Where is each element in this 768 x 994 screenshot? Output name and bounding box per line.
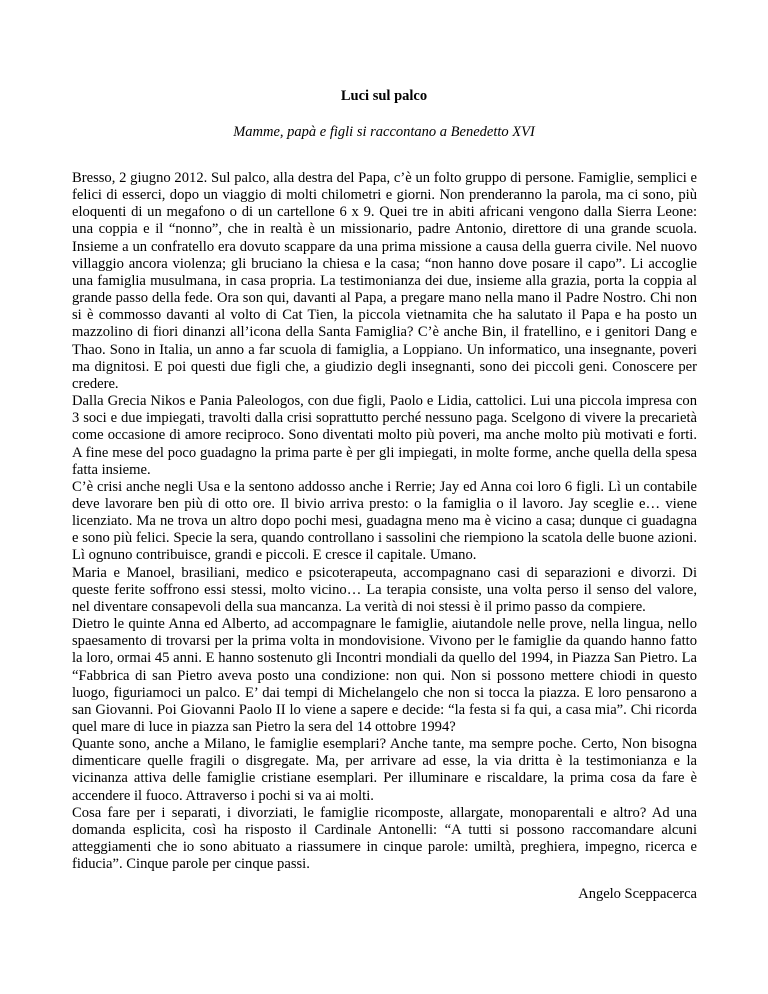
- document-title: Luci sul palco: [340, 88, 428, 104]
- author-signature: Angelo Sceppacerca: [578, 886, 697, 902]
- document-subtitle: Mamme, papà e figli si raccontano a Benedetto XVI: [233, 124, 535, 140]
- paragraph: Cosa fare per i separati, i divorziati, le famiglie ricomposte, allargate, monoparentali e altro? Ad una domanda esplicita, così ha risposto il Cardinale Antonelli: “A tutti si possono raccomandare alcuni atteggiamenti che io sono abituato a riassumere in cinque parole: umiltà, preghiera, impegno, ricerca e fiducia”. Cinque parole per cinque passi.: [72, 804, 697, 873]
- paragraph: C’è crisi anche negli Usa e la sentono addosso anche i Rerrie; Jay ed Anna coi loro 6 figli. Lì un contabile deve lavorare ben più di otto ore. Il bivio arriva presto: o la famiglia o il lavoro. Jay sceglie e… viene licenziato. Ma ne trova un altro dopo pochi mesi, guadagna meno ma è vicino a casa; dunque ci guadagna e sono più felici. Specie la sera, quando controllano i sassolini che riempiono la scatola delle buone azioni. Lì ognuno contribuisce, grandi e piccoli. E cresce il capitale. Umano.: [72, 478, 697, 564]
- article-body: [72, 170, 697, 873]
- paragraph: Maria e Manoel, brasiliani, medico e psicoterapeuta, accompagnano casi di separazioni e divorzi. Di queste ferite soffrono essi stessi, molto vicino… La terapia consiste, una volta perso il senso del valore, nel diventare consapevoli della sua mancanza. La verità di noi stessi è il primo passo da compiere.: [72, 564, 697, 615]
- paragraph: Dalla Grecia Nikos e Pania Paleologos, con due figli, Paolo e Lidia, cattolici. Lui una piccola impresa con 3 soci e due impiegati, travolti dalla crisi soprattutto perché nessuno paga. Scelgono di vivere la precarietà come occasione di amore reciproco. Sono diventati molto più poveri, ma anche molto più motivati e forti. A fine mese del poco guadagno la prima parte è per gli impiegati, in molte forme, anche quella della spesa fatta insieme.: [72, 393, 697, 478]
- paragraph: Quante sono, anche a Milano, le famiglie esemplari? Anche tante, ma sempre poche. Certo, Non bisogna dimenticare quelle fragili o disgregate. Ma, per arrivare ad esse, la via dritta è la testimonianza e la vicinanza attiva delle famiglie cristiane esemplari. Per illuminare e riscaldare, la prima cosa da fare è accendere il fuoco. Attraverso i pochi si va ai molti.: [72, 736, 697, 804]
- paragraph: Dietro le quinte Anna ed Alberto, ad accompagnare le famiglie, aiutandole nelle prove, nella lingua, nello spaesamento di trovarsi per la prima volta in mondovisione. Vivono per le famiglie da quando hanno fatto la loro, ormai 45 anni. E hanno sostenuto gli Incontri mondiali da quello del 1994, in Piazza San Pietro. La “Fabbrica di san Pietro aveva posto una condizione: non qui. Non si possono mettere chiodi in questo luogo, figuriamoci un palco. E’ dai tempi di Michelangelo che non si tocca la piazza. E loro pensarono a san Giovanni. Poi Giovanni Paolo II lo viene a sapere e decide: “la festa si fa qui, a casa mia”. Chi ricorda quel mare di luce in piazza san Pietro la sera del 14 ottobre 1994?: [72, 616, 697, 735]
- paragraph: Bresso, 2 giugno 2012. Sul palco, alla destra del Papa, c’è un folto gruppo di persone. Famiglie, semplici e felici di esserci, dopo un viaggio di molti chilometri e giorni. Non prenderanno la parola, ma ci sono, più eloquenti di un megafono o di un cartellone 6 x 9. Quei tre in abiti africani vengono dalla Sierra Leone: una coppia e il “nonno”, che in realtà è un missionario, padre Antonio, direttore di una grande scuola. Insieme a un confratello era dovuto scappare da una prima missione a causa della guerra civile. Nel nuovo villaggio ancora violenza; gli bruciano la chiesa e la casa; “non hanno dove posare il capo”. Li accoglie una famiglia musulmana, in casa propria. La testimonianza dei due, insieme alla grazia, porta la coppia al grande passo della fede. Ora son qui, davanti al Papa, a pregare mano nella mano il Padre Nostro. Chi non si è commosso davanti al volto di Cat Tien, la piccola vietnamita che ha salutato il Papa e ha posto un mazzolino di fiori dinanzi all’icona della Santa Famiglia? C’è anche Bin, il fratellino, e i genitori Dang e Thao. Sono in Italia, un anno a far scuola di famiglia, a Loppiano. Un informatico, una insegnante, poveri ma dignitosi. E poi questi due figli che, a giudizio degli insegnanti, sono dei piccoli geni. Conoscere per credere.: [72, 170, 697, 392]
